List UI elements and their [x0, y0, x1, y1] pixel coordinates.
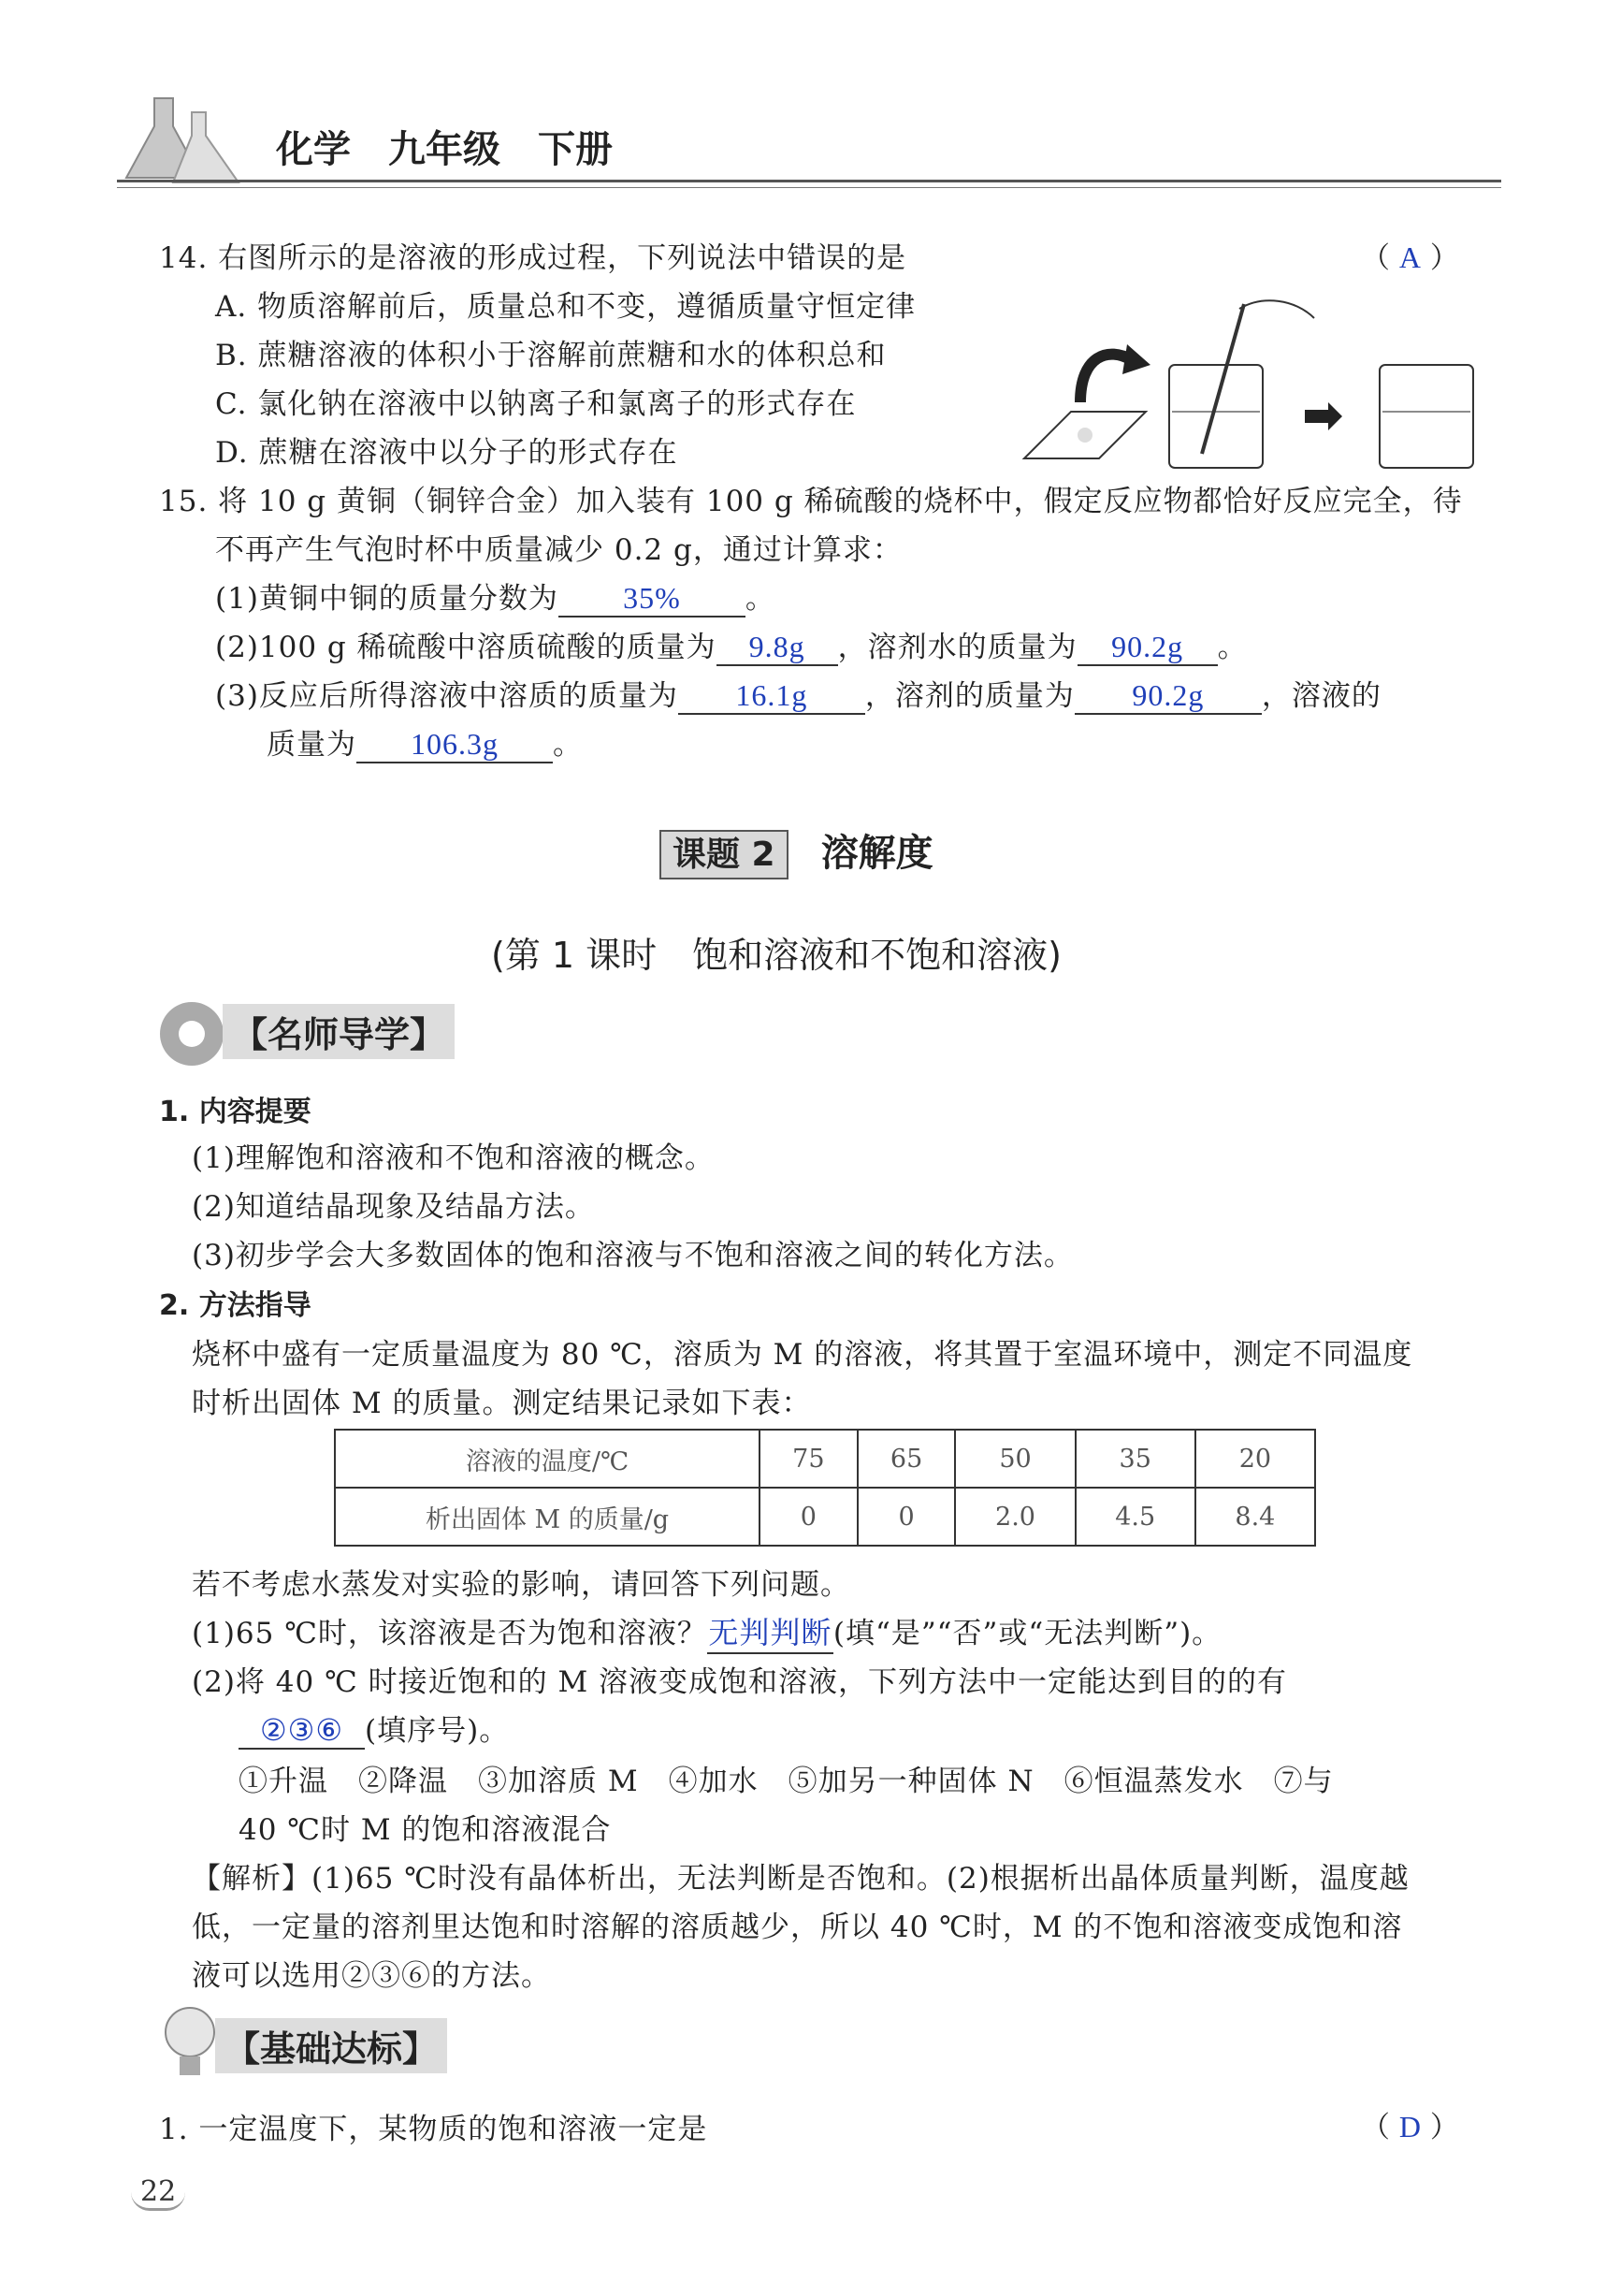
q15-part2-text: (2)100 g 稀硫酸中溶质硫酸的质量为: [215, 631, 716, 664]
q15-part1-text: (1)黄铜中铜的质量分数为: [215, 582, 558, 616]
q14-option-d: D. 蔗糖在溶液中以分子的形式存在: [215, 436, 678, 470]
question-1-answer: 无判判断: [708, 1616, 832, 1649]
guide-heading-1: 1. 内容提要: [159, 1096, 311, 1128]
q15-part2-end: 。: [1217, 631, 1248, 664]
table-cell: 50: [955, 1430, 1075, 1488]
table-row: [335, 1488, 1315, 1546]
q14-answer: A: [1398, 240, 1421, 274]
table-row: [335, 1430, 1315, 1488]
guide-banner-icon: [154, 996, 229, 1075]
q15-part3-answer2: 90.2g: [1132, 678, 1205, 712]
q15-part3-end: ，溶液的: [1261, 679, 1382, 713]
guide-para-line1: 烧杯中盛有一定质量温度为 80 ℃，溶质为 M 的溶液，将其置于室温环境中，测定不同温度: [192, 1338, 1413, 1372]
question-1: [192, 1609, 1222, 1654]
q15-part3b-text: 质量为: [267, 728, 356, 762]
q15-part3-answer1: 16.1g: [735, 678, 808, 712]
table-cell: 20: [1195, 1430, 1315, 1488]
q15-part3-text: (3)反应后所得溶液中溶质的质量为: [215, 679, 678, 713]
question-2-line1: (2)将 40 ℃ 时接近饱和的 M 溶液变成饱和溶液，下列方法中一定能达到目的的有: [192, 1665, 1288, 1699]
q15-part3-blank1[interactable]: [678, 678, 865, 715]
q15-part3b: [267, 720, 583, 763]
analysis-line1: 【解析】(1)65 ℃时没有晶体析出，无法判断是否饱和。(2)根据析出晶体质量判断，温度越: [192, 1862, 1410, 1896]
question-2-options-line1: ①升温 ②降温 ③加溶质 M ④加水 ⑤加另一种固体 N ⑥恒温蒸发水 ⑦与: [239, 1765, 1334, 1798]
q15-part2-blank1[interactable]: [716, 630, 838, 666]
question-2-answer: ②③⑥: [259, 1713, 344, 1747]
guide-para-line2: 时析出固体 M 的质量。测定结果记录如下表：: [192, 1387, 812, 1420]
analysis-line3: 液可以选用②③⑥的方法。: [192, 1959, 551, 1993]
q15-part2-blank2[interactable]: [1078, 630, 1218, 666]
header-rule: [117, 180, 1501, 182]
q14-option-b: B. 蔗糖溶液的体积小于溶解前蔗糖和水的体积总和: [215, 339, 887, 372]
q14-option-a: A. 物质溶解前后，质量总和不变，遵循质量守恒定律: [215, 290, 917, 324]
q15-stem-line1: 15. 将 10 g 黄铜（铜锌合金）加入装有 100 g 稀硫酸的烧杯中，假定反应物都恰好反应完全，待: [159, 485, 1463, 518]
table-cell: 0: [858, 1488, 956, 1546]
q15-part3-blank2[interactable]: [1075, 678, 1262, 715]
q15-part3b-end: 。: [553, 728, 583, 762]
dissolution-figure: [1015, 271, 1501, 490]
lesson-tag: 课题 2: [659, 830, 789, 879]
table-cell: 8.4: [1195, 1488, 1315, 1546]
question-2-hint: (填序号)。: [365, 1714, 510, 1748]
question-2-options-line2: 40 ℃时 M 的饱和溶液混合: [239, 1813, 612, 1847]
q15-part2-mid: ，溶剂水的质量为: [837, 631, 1078, 664]
table-cell: 溶液的温度/℃: [335, 1430, 760, 1488]
q15-part3-mid: ，溶剂的质量为: [864, 679, 1075, 713]
table-cell: 75: [760, 1430, 858, 1488]
header-title: 化学 九年级 下册: [276, 128, 613, 171]
question-1-blank[interactable]: [707, 1609, 833, 1654]
basic-question-1: 1. 一定温度下，某物质的饱和溶液一定是: [159, 2113, 708, 2146]
questions-intro: 若不考虑水蒸发对实验的影响，请回答下列问题。: [192, 1568, 850, 1602]
results-table: [334, 1429, 1316, 1547]
lesson-name: 溶解度: [820, 832, 933, 875]
q15-part2-answer1: 9.8g: [748, 630, 805, 663]
q15-part2-answer2: 90.2g: [1111, 630, 1184, 663]
table-cell: 65: [858, 1430, 956, 1488]
guide-banner: 【名师导学】: [223, 1004, 455, 1059]
q14-answer-bracket: （ A ）: [1361, 240, 1459, 275]
q15-part2: [215, 623, 1248, 666]
q15-part3b-answer: 106.3g: [411, 727, 499, 761]
q15-part1: [215, 574, 775, 618]
basic-banner: 【基础达标】: [215, 2018, 447, 2073]
lesson-subtitle: (第 1 课时 饱和溶液和不饱和溶液): [491, 935, 1062, 976]
q15-part1-answer: 35%: [623, 581, 681, 615]
table-cell: 35: [1076, 1430, 1195, 1488]
table-cell: 0: [760, 1488, 858, 1546]
table-cell: 2.0: [955, 1488, 1075, 1546]
question-2-blank[interactable]: [239, 1712, 365, 1750]
basic-q1-answer: D: [1398, 2110, 1421, 2143]
table-cell: 4.5: [1076, 1488, 1195, 1546]
question-1-hint: (填“是”“否”或“无法判断”)。: [832, 1617, 1223, 1650]
lesson-title: [659, 823, 933, 877]
q15-part3: [215, 672, 1382, 715]
page-number: 22: [131, 2175, 185, 2211]
analysis-line2: 低，一定量的溶剂里达饱和时溶解的溶质越少，所以 40 ℃时，M 的不饱和溶液变成饱和溶: [192, 1911, 1403, 1944]
question-2-line2: [239, 1707, 509, 1750]
guide-item-3: (3)初步学会大多数固体的饱和溶液与不饱和溶液之间的转化方法。: [192, 1239, 1074, 1272]
basic-q1-answer-bracket: （ D ）: [1361, 2110, 1459, 2144]
q15-part1-blank[interactable]: [558, 581, 745, 618]
q15-part3b-blank[interactable]: [356, 727, 553, 763]
question-1-text: (1)65 ℃时，该溶液是否为饱和溶液？: [192, 1617, 707, 1650]
bulb-icon: [157, 2002, 223, 2090]
q15-part1-end: 。: [745, 582, 775, 616]
guide-item-1: (1)理解饱和溶液和不饱和溶液的概念。: [192, 1141, 715, 1175]
header-rule-thin: [117, 187, 1501, 188]
q15-stem-line2: 不再产生气泡时杯中质量减少 0.2 g，通过计算求：: [215, 533, 903, 567]
guide-item-2: (2)知道结晶现象及结晶方法。: [192, 1190, 595, 1224]
q14-stem: 14. 右图所示的是溶液的形成过程，下列说法中错误的是: [159, 241, 907, 275]
guide-heading-2: 2. 方法指导: [159, 1289, 311, 1322]
q14-option-c: C. 氯化钠在溶液中以钠离子和氯离子的形式存在: [215, 387, 857, 421]
table-cell: 析出固体 M 的质量/g: [335, 1488, 760, 1546]
